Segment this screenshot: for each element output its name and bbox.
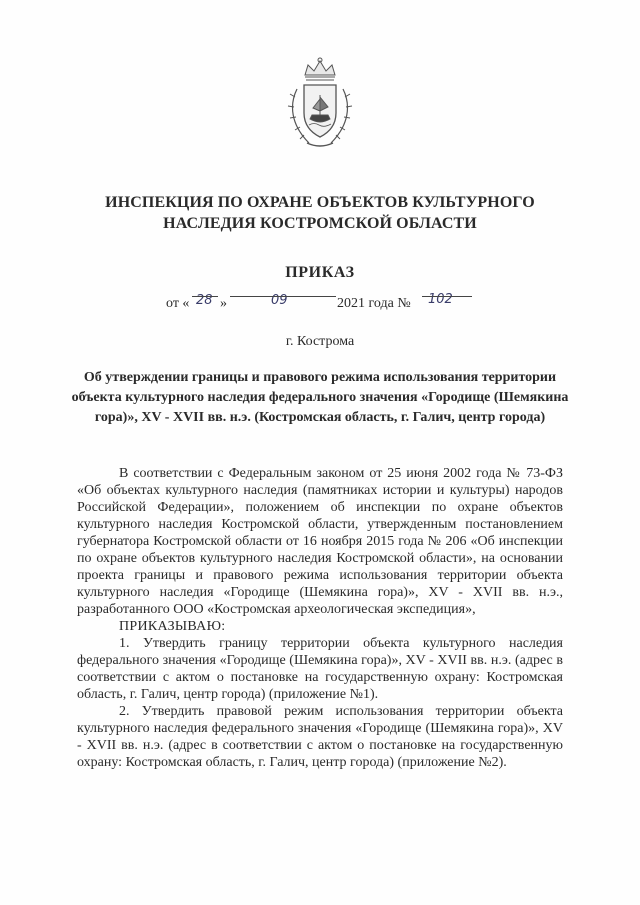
month-underline xyxy=(230,296,336,297)
order-word: ПРИКАЗЫВАЮ: xyxy=(119,619,226,634)
day-underline xyxy=(192,296,218,297)
year-number-text: 2021 года № xyxy=(337,296,411,311)
document-type-title: ПРИКАЗ xyxy=(285,264,355,281)
order-item-2: 2. Утвердить правовой режим использования территории объекта культурного наследия федерального значения «Городище (Шемякина гора)», XV - XVII вв. н.э. (адрес в соответствии с актом о постановке на государственную охрану: Костромская область, г. Галич, центр города) (приложение №2). xyxy=(77,704,563,770)
preamble-paragraph: В соответствии с Федеральным законом от 25 июня 2002 года № 73-ФЗ «Об объектах культурного наследия (памятниках истории и культуры) народов Российской Федерации», положением об инспекции по охране объектов культурного наследия Костромской области, утвержденным постановлением губернатора Костромской области от 16 ноября 2015 года № 206 «Об инспекции по охране объектов культурного наследия Костромской области», на основании проекта границы и правового режима использования территории объекта культурного наследия «Городище (Шемякина гора)», XV - XVII вв. н.э., разработанного ООО «Костромская археологическая экспедиция», xyxy=(77,466,563,617)
order-item-1: 1. Утвердить границу территории объекта культурного наследия федерального значения «Городище (Шемякина гора)», XV - XVII вв. н.э. (адрес в соответствии с актом о постановке на государственную охрану: Костромская область, г. Галич, центр города) (приложение №1). xyxy=(77,636,563,702)
date-separator: » xyxy=(220,296,227,311)
order-day: 28 xyxy=(196,293,213,308)
order-month: 09 xyxy=(271,293,288,308)
number-underline xyxy=(422,296,472,297)
city-line: г. Кострома xyxy=(285,334,355,349)
date-prefix: от « xyxy=(166,296,190,311)
agency-title: ИНСПЕКЦИЯ ПО ОХРАНЕ ОБЪЕКТОВ КУЛЬТУРНОГО НАСЛЕДИЯ КОСТРОМСКОЙ ОБЛАСТИ xyxy=(105,194,535,232)
order-body xyxy=(77,465,563,771)
order-subject: Об утверждении границы и правового режима использования территории объекта культурного наследия федерального значения «Городище (Шемякина гора)», XV - XVII вв. н.э. (Костромская область, г. Галич, центр города) xyxy=(71,370,569,425)
order-date-number-line xyxy=(166,292,506,318)
order-number: 102 xyxy=(428,292,453,307)
coat-of-arms-emblem xyxy=(283,55,357,151)
